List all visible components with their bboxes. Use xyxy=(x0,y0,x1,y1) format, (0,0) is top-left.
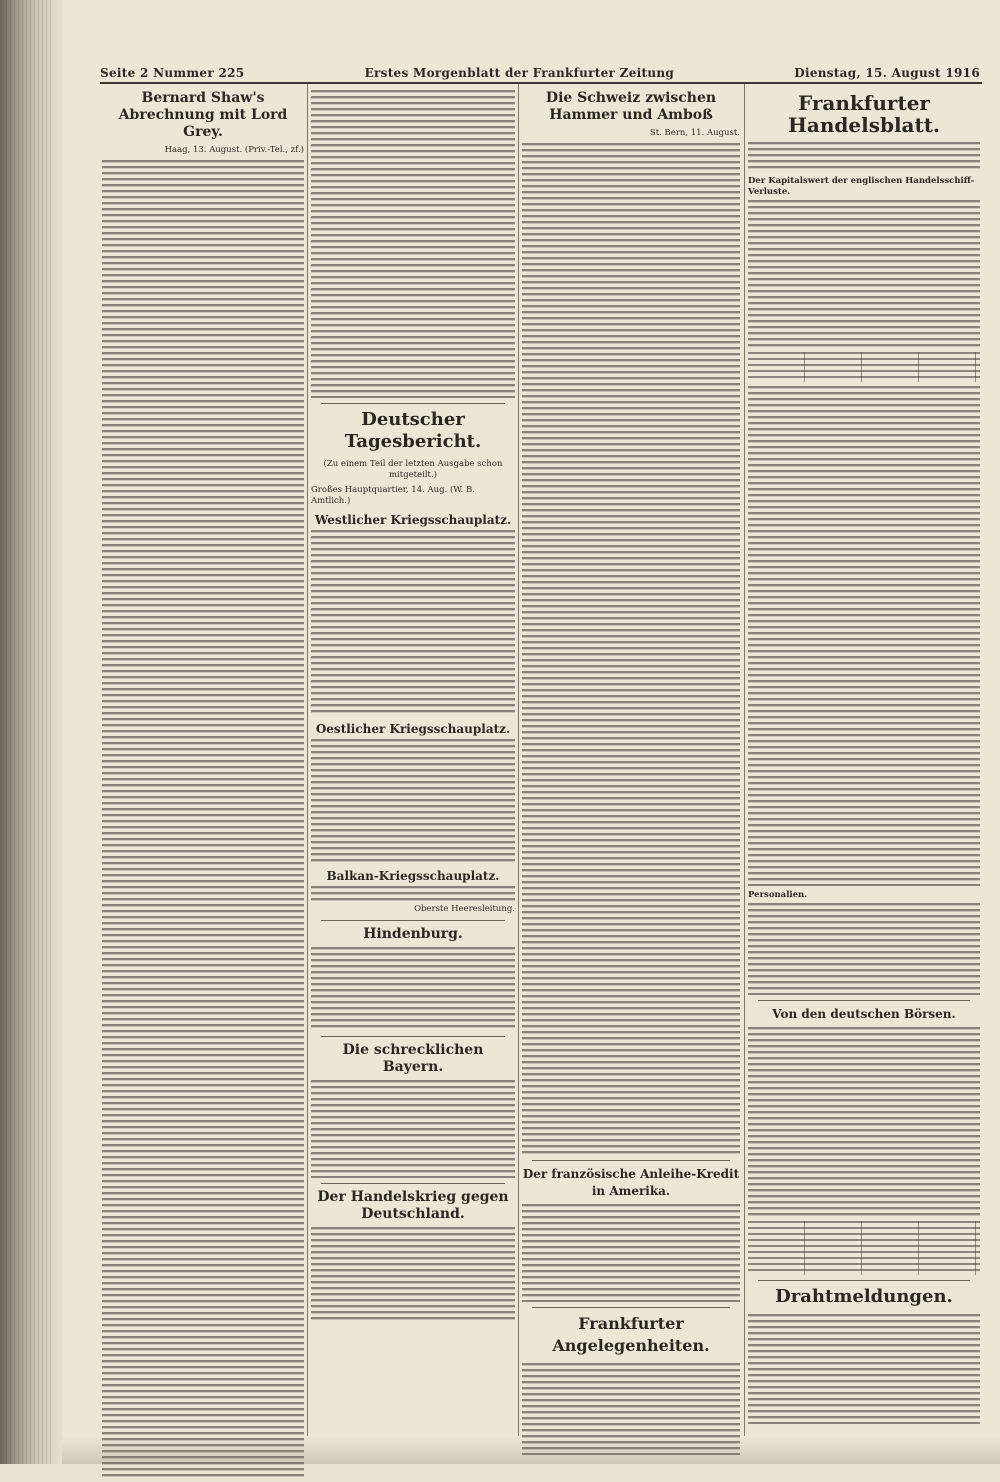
column-2 xyxy=(311,88,515,1323)
article-text xyxy=(748,142,980,172)
header-center: Erstes Morgenblatt der Frankfurter Zeitung xyxy=(364,66,675,80)
separator xyxy=(321,1036,505,1037)
heading-westlicher: Westlicher Kriegsschauplatz. xyxy=(314,513,512,527)
dateline-hauptquartier: Großes Hauptquartier, 14. Aug. (W. B. Amtlich.) xyxy=(311,485,475,506)
column-4 xyxy=(748,88,980,1426)
page-header xyxy=(100,60,980,80)
rates-table xyxy=(748,1221,980,1275)
headline-drahtmeldungen: Drahtmeldungen. xyxy=(775,1286,953,1307)
headline-hindenburg: Hindenburg. xyxy=(363,926,463,942)
headline-frankfurter: Frankfurter Angelegenheiten. xyxy=(552,1314,710,1355)
article-text xyxy=(748,903,980,995)
article-text xyxy=(748,200,980,348)
heading-kapitalswert: Der Kapitalswert der englischen Handelsschiff-Verluste. xyxy=(748,176,975,197)
headline-anleihe: Der französische Anleihe-Kredit in Amerika. xyxy=(522,1167,740,1198)
page-bottom-shadow xyxy=(62,1436,1000,1464)
signature-heeresleitung: Oberste Heeresleitung. xyxy=(414,904,515,914)
headline-boersen: Von den deutschen Börsen. xyxy=(772,1007,956,1021)
column-3 xyxy=(522,88,740,1457)
header-rule xyxy=(100,82,982,84)
separator xyxy=(758,1000,970,1001)
article-text xyxy=(522,1204,740,1302)
article-text xyxy=(748,386,980,886)
data-table xyxy=(748,352,980,382)
masthead-handelsblatt: Frankfurter Handelsblatt. xyxy=(788,91,940,137)
headline-shaw: Bernard Shaw's Abrechnung mit Lord Grey. xyxy=(118,90,288,140)
article-text xyxy=(748,1314,980,1424)
article-text xyxy=(311,886,515,902)
article-text xyxy=(311,90,515,398)
headline-tagesbericht: Deutscher Tagesbericht. xyxy=(344,409,482,452)
article-text xyxy=(311,739,515,863)
separator xyxy=(532,1307,730,1308)
headline-handelskrieg: Der Handelskrieg gegen Deutschland. xyxy=(317,1189,509,1222)
dateline-bern: St. Bern, 11. August. xyxy=(649,128,740,138)
article-text xyxy=(522,143,740,1155)
column-rule xyxy=(518,84,519,1436)
separator xyxy=(532,1160,730,1161)
article-text xyxy=(311,1080,515,1178)
heading-personalien: Personalien. xyxy=(748,890,808,900)
header-right: Dienstag, 15. August 1916 xyxy=(794,66,980,80)
separator xyxy=(758,1280,970,1281)
heading-balkan: Balkan-Kriegsschauplatz. xyxy=(326,869,500,883)
separator xyxy=(321,920,505,921)
column-rule xyxy=(744,84,745,1436)
subline-tagesbericht: (Zu einem Teil der letzten Ausgabe schon mitgeteilt.) xyxy=(323,459,503,480)
article-text xyxy=(102,160,304,1480)
article-text xyxy=(748,1027,980,1217)
column-rule xyxy=(307,84,308,1436)
heading-oestlicher: Oestlicher Kriegsschauplatz. xyxy=(315,722,511,736)
article-text xyxy=(311,1227,515,1321)
dateline-haag: Haag, 13. August. (Priv.-Tel., zf.) xyxy=(164,145,304,155)
separator xyxy=(321,403,505,404)
column-1 xyxy=(102,88,304,1482)
header-left: Seite 2 Nummer 225 xyxy=(100,66,245,80)
article-text xyxy=(311,530,515,716)
separator xyxy=(321,1183,505,1184)
headline-bayern: Die schrecklichen Bayern. xyxy=(342,1042,484,1075)
spine-texture xyxy=(6,0,54,1464)
article-text xyxy=(311,947,515,1031)
headline-schweiz: Die Schweiz zwischen Hammer und Amboß xyxy=(545,90,717,123)
